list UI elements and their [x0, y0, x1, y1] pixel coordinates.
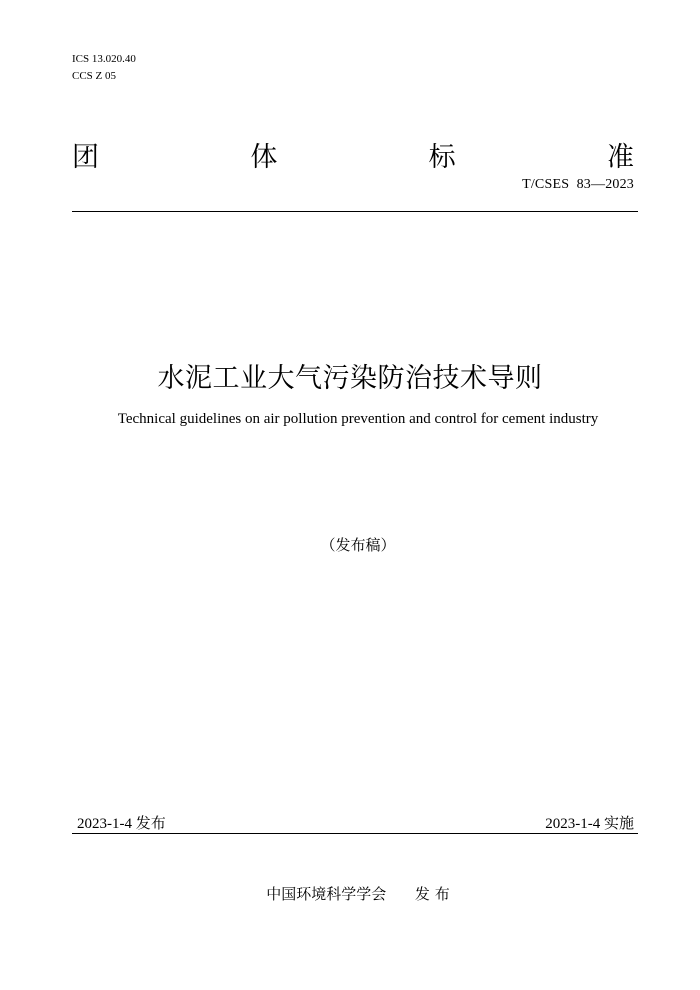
standard-type-char: 标 — [428, 141, 456, 173]
header-divider — [72, 211, 638, 212]
draft-status: （发布稿） — [320, 536, 396, 554]
title-chinese: 水泥工业大气污染防治技术导则 — [157, 363, 543, 394]
implementation-date-value: 2023-1-4 — [545, 816, 601, 832]
implementation-date-label: 实施 — [603, 814, 634, 832]
ics-code: ICS 13.020.40 — [72, 53, 136, 65]
publisher-label: 发 布 — [414, 885, 450, 903]
publisher-name: 中国环境科学学会 — [266, 885, 387, 903]
standard-type-char: 团 — [72, 141, 99, 173]
issue-date-label: 发布 — [135, 814, 166, 832]
footer-divider — [72, 833, 638, 834]
implementation-date — [545, 812, 634, 833]
issue-date-value: 2023-1-4 — [77, 816, 132, 832]
standard-number: T/CSES 83—2023 — [522, 177, 634, 192]
title-english: Technical guidelines on air pollution prevention and control for cement industry — [117, 411, 599, 427]
standard-type-char: 准 — [606, 141, 634, 173]
ccs-code: CCS Z 05 — [72, 70, 117, 82]
issue-date — [77, 812, 166, 833]
publisher — [0, 883, 700, 904]
standard-type-char: 体 — [250, 141, 278, 173]
standard-type-heading — [72, 134, 634, 174]
